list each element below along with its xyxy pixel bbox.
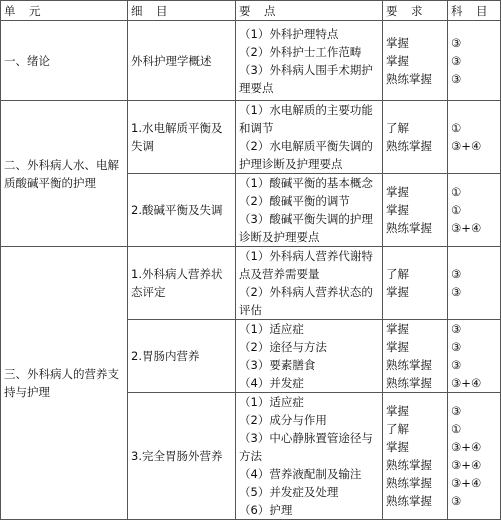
points-cell-line: （1）水电解质的主要功能: [239, 103, 373, 117]
subject-cell-line: ③: [451, 71, 462, 86]
requirement-cell-line: 熟练掌握: [386, 221, 432, 235]
subject-cell: [448, 21, 501, 101]
points-cell-line: （2）成分与作用: [239, 413, 327, 427]
subject-cell-line: ①: [451, 121, 462, 135]
subject-cell-line: ③: [451, 494, 462, 508]
points-cell-line: （1）适应症: [239, 395, 304, 409]
subject-cell-line: ③+④: [451, 476, 482, 490]
requirement-cell-line: 了解: [386, 422, 409, 436]
subject-cell-line: ①: [451, 185, 462, 199]
subject-cell-line: ③: [451, 340, 462, 354]
points-cell-line: 点及营养需要量: [239, 267, 320, 281]
detail-cell: 1.外科病人营养状态评定: [128, 247, 236, 320]
points-cell-line: （1）外科病人营养代谢特: [239, 249, 373, 263]
subject-cell-line: ③+④: [451, 376, 482, 390]
subject-cell-line: ③: [451, 53, 462, 68]
points-cell-line: （1）适应症: [239, 322, 304, 336]
subject-cell: [448, 320, 501, 393]
table-body: [1, 21, 501, 520]
subject-cell-line: ③: [451, 35, 462, 50]
points-cell: [236, 320, 383, 393]
requirement-cell-line: 了解: [386, 121, 409, 135]
requirement-cell: [383, 393, 448, 520]
subject-cell-line: ③: [451, 322, 462, 336]
requirement-cell: [383, 101, 448, 174]
requirement-cell-line: 熟练掌握: [386, 376, 432, 390]
points-cell-line: （1）外科护理特点: [239, 26, 339, 41]
points-cell-line: （5）并发症及处理: [239, 485, 339, 499]
points-cell-line: （3）酸碱平衡失调的护理: [239, 212, 373, 226]
subject-cell: [448, 174, 501, 247]
subject-cell-line: ③+④: [451, 440, 482, 454]
subject-cell-line: ③: [451, 267, 462, 281]
unit-cell: 一、绪论: [1, 21, 128, 101]
points-cell-line: （2）外科病人营养状态的: [239, 285, 373, 299]
subject-cell-line: ③: [451, 404, 462, 418]
points-cell-line: （3）外科病人围手术期护: [239, 62, 373, 77]
points-cell-line: 方法: [239, 449, 262, 463]
requirement-cell: [383, 320, 448, 393]
points-cell-line: （2）水电解质平衡失调的: [239, 139, 373, 153]
requirement-cell-line: 掌握: [386, 322, 409, 336]
header-detail: 细 目: [128, 1, 236, 21]
points-cell: [236, 393, 383, 520]
requirement-cell-line: 掌握: [386, 53, 409, 68]
header-row: [1, 1, 501, 21]
subject-cell-line: ①: [451, 203, 462, 217]
points-cell-line: （1）酸碱平衡的基本概念: [239, 176, 373, 190]
points-cell: [236, 174, 383, 247]
points-cell: [236, 101, 383, 174]
requirement-cell-line: 熟练掌握: [386, 458, 432, 472]
header-unit: 单 元: [1, 1, 128, 21]
points-cell-line: 理要点: [239, 80, 274, 95]
subject-cell-line: ③: [451, 285, 462, 299]
detail-cell: 2.酸碱平衡及失调: [128, 174, 236, 247]
requirement-cell: [383, 21, 448, 101]
unit-cell: 三、外科病人的营养支持与护理: [1, 247, 128, 520]
requirement-cell-line: 熟练掌握: [386, 476, 432, 490]
requirement-cell-line: 掌握: [386, 285, 409, 299]
requirement-cell: [383, 247, 448, 320]
subject-cell: [448, 247, 501, 320]
points-cell: [236, 21, 383, 101]
points-cell-line: （4）并发症: [239, 376, 304, 390]
requirement-cell-line: 掌握: [386, 340, 409, 354]
table-row: [1, 247, 501, 320]
header-points: 要 点: [236, 1, 383, 21]
unit-cell: 二、外科病人水、电解质酸碱平衡的护理: [1, 101, 128, 247]
points-cell-line: （3）要素膳食: [239, 358, 316, 372]
points-cell-line: （4）营养液配制及输注: [239, 467, 362, 481]
points-cell-line: （2）外科护士工作范畴: [239, 44, 362, 59]
subject-cell-line: ③+④: [451, 458, 482, 472]
requirement-cell-line: 了解: [386, 267, 409, 281]
requirement-cell: [383, 174, 448, 247]
detail-cell: 1.水电解质平衡及失调: [128, 101, 236, 174]
detail-cell: 2.胃肠内营养: [128, 320, 236, 393]
points-cell-line: 评估: [239, 303, 262, 317]
subject-cell-line: ①: [451, 422, 462, 436]
requirement-cell-line: 掌握: [386, 203, 409, 217]
detail-cell: 3.完全胃肠外营养: [128, 393, 236, 520]
subject-cell: [448, 101, 501, 174]
detail-cell: 外科护理学概述: [128, 21, 236, 101]
table-row: [1, 21, 501, 101]
subject-cell-line: ③+④: [451, 139, 482, 153]
points-cell-line: 护理诊断及护理要点: [239, 157, 343, 171]
requirement-cell-line: 熟练掌握: [386, 494, 432, 508]
requirement-cell-line: 掌握: [386, 185, 409, 199]
points-cell-line: 和调节: [239, 121, 274, 135]
subject-cell: [448, 393, 501, 520]
requirement-cell-line: 熟练掌握: [386, 71, 432, 86]
requirement-cell-line: 熟练掌握: [386, 358, 432, 372]
points-cell-line: （3）中心静脉置管途径与: [239, 431, 373, 445]
requirement-cell-line: 掌握: [386, 35, 409, 50]
points-cell-line: （2）酸碱平衡的调节: [239, 194, 350, 208]
subject-cell-line: ③+④: [451, 221, 482, 235]
points-cell-line: 诊断及护理要点: [239, 230, 320, 244]
requirement-cell-line: 熟练掌握: [386, 139, 432, 153]
requirement-cell-line: 掌握: [386, 440, 409, 454]
requirement-cell-line: 掌握: [386, 404, 409, 418]
header-requirement: 要 求: [383, 1, 448, 21]
points-cell-line: （2）途径与方法: [239, 340, 327, 354]
points-cell: [236, 247, 383, 320]
header-subject: 科 目: [448, 1, 501, 21]
points-cell-line: （6）护理: [239, 503, 293, 517]
table-row: [1, 101, 501, 174]
subject-cell-line: ③: [451, 358, 462, 372]
